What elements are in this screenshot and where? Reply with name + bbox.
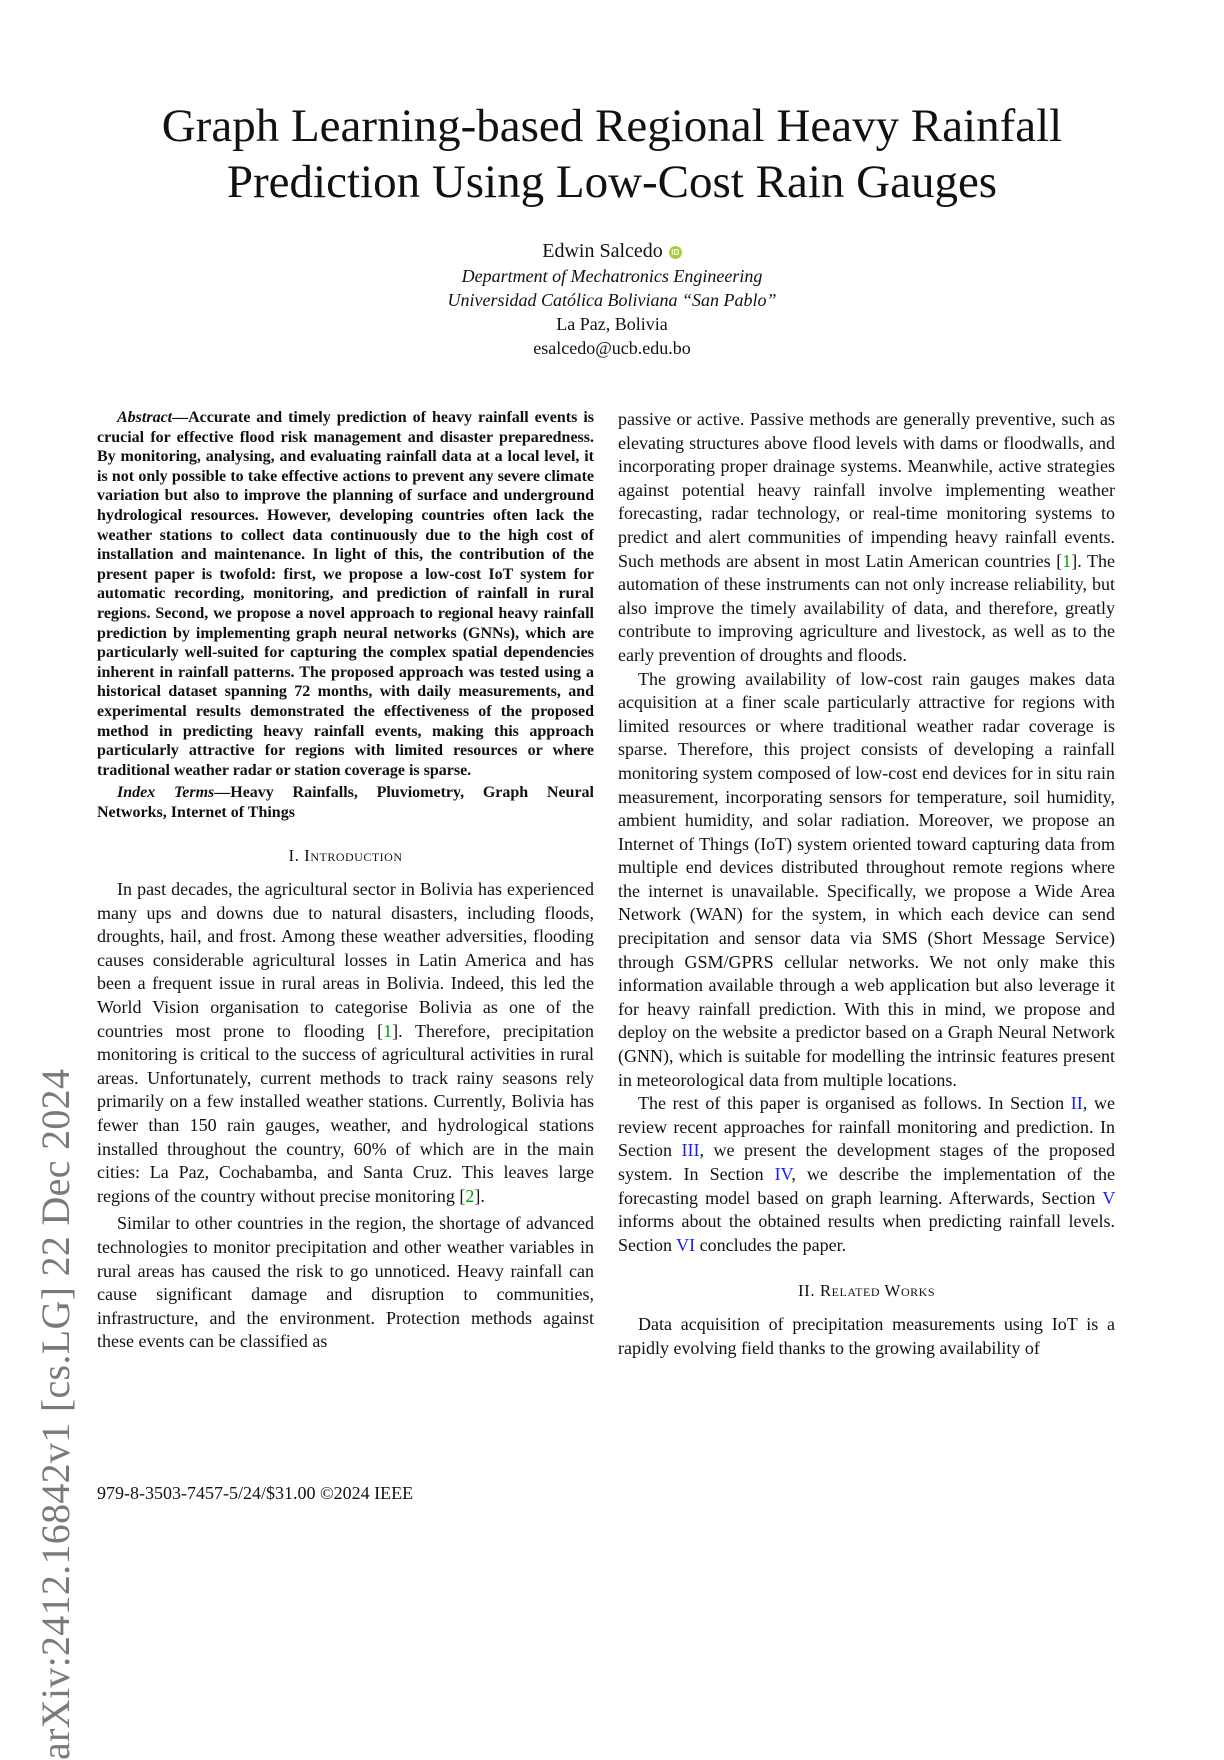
section-name: Introduction bbox=[304, 846, 403, 866]
arxiv-identifier: arXiv:2412.16842v1 [cs.LG] 22 Dec 2024 bbox=[33, 1068, 78, 1760]
index-terms bbox=[97, 783, 594, 822]
right-column bbox=[618, 408, 1115, 1360]
author-line bbox=[300, 238, 924, 264]
abstract-lead: Abstract bbox=[117, 409, 173, 426]
intro-paragraph-2: Similar to other countries in the region, the shortage of advanced technologies to monitor precipitation and other weather variables in rural areas has caused the risk to go unnoticed. Heavy rainfall can cause significant damage and disruption to communities, infrastructure, and the environment. Protection methods against these events can be classified as bbox=[97, 1213, 594, 1352]
index-terms-lead: Index Terms bbox=[117, 784, 215, 802]
section-number: II. bbox=[798, 1281, 820, 1301]
section-link[interactable]: V bbox=[1102, 1187, 1115, 1208]
paragraph-text: ]. The automation of these instruments can not only increase reliability, but also improve the timely availability of data, and therefore, greatly contribute to improving agriculture and livestock, as well as to the early prevention of droughts and floods. bbox=[618, 550, 1115, 665]
title-line-1: Graph Learning-based Regional Heavy Rainfall bbox=[161, 100, 1063, 152]
section-link[interactable]: III bbox=[681, 1140, 700, 1161]
author-name: Edwin Salcedo bbox=[542, 240, 663, 262]
author-university: Universidad Católica Boliviana “San Pablo” bbox=[447, 290, 777, 310]
paragraph-text: passive or active. Passive methods are generally preventive, such as elevating structures above flood levels with dams or floodwalls, and incorporating proper drainage systems. Meanwhile, active strategies against potential heavy rainfall involve implementing weather forecasting, radar technology, or real-time monitoring systems to predict and alert communities of impending heavy rainfall events. Such methods are absent in most Latin American countries [ bbox=[618, 409, 1115, 571]
section-number: I. bbox=[288, 846, 305, 866]
citation-link[interactable]: 1 bbox=[1062, 550, 1072, 571]
section-link[interactable]: II bbox=[1070, 1093, 1083, 1114]
paragraph-text: The rest of this paper is organised as follows. In Section bbox=[638, 1093, 1071, 1114]
arxiv-sidebar bbox=[30, 412, 82, 1760]
related-paragraph-1: Data acquisition of precipitation measurements using IoT is a rapidly evolving field thanks to the growing availability of bbox=[618, 1313, 1115, 1358]
intro-paragraph-1 bbox=[97, 878, 594, 1208]
intro-paragraph-2-continued bbox=[618, 408, 1115, 668]
paragraph-text: informs about the obtained results when predicting rainfall levels. Section bbox=[618, 1211, 1115, 1255]
abstract bbox=[97, 408, 594, 780]
paragraph-text: concludes the paper. bbox=[695, 1234, 847, 1255]
section-name: Related Works bbox=[819, 1281, 935, 1301]
intro-paragraph-3: The growing availability of low-cost rain gauges makes data acquisition at a finer scale particularly attractive for regions with limited resources or where traditional weather radar coverage is sparse. Therefore, this project consists of developing a rainfall monitoring system composed of low-cost end devices for in situ rain measurement, incorporating sensors for temperature, soil humidity, ambient humidity, and solar radiation. Moreover, we propose an Internet of Things (IoT) system oriented toward capturing data from multiple end devices distributed throughout remote regions where the internet is unavailable. Specifically, we propose a Wide Area Network (WAN) for the system, in which each device can send precipitation and sensor data via SMS (Short Message Service) through GSM/GPRS cellular networks. We not only make this information available through a web application but also leverage it for heavy rainfall prediction. With this in mind, we propose and deploy on the website a predictor based on a Graph Neural Network (GNN), which is suitable for modelling the intrinsic features present in meteorological data from multiple locations. bbox=[618, 668, 1115, 1090]
paragraph-text: , we review recent approaches for rainfall monitoring and prediction. In Section bbox=[618, 1093, 1115, 1161]
section-heading-introduction bbox=[97, 844, 594, 868]
paragraph-text: ]. Therefore, precipitation monitoring is critical to the success of agricultural activities in rural areas. Unfortunately, current methods to track rainy seasons rely primarily on a few installed weather stations. Currently, Bolivia has fewer than 150 rain gauges, weather, and hydrological stations installed throughout the country, 60% of which are in the main cities: La Paz, Cochabamba, and Santa Cruz. This leaves large regions of the country without precise monitoring [ bbox=[97, 1020, 594, 1206]
intro-paragraph-4 bbox=[618, 1092, 1115, 1257]
paragraph-text: ]. bbox=[474, 1185, 485, 1206]
citation-link[interactable]: 2 bbox=[465, 1185, 475, 1206]
paper-title bbox=[100, 98, 1124, 210]
title-line-2: Prediction Using Low-Cost Rain Gauges bbox=[226, 156, 998, 208]
index-terms-text: Heavy Rainfalls, Pluviometry, Graph Neural Networks, Internet of Things bbox=[97, 784, 594, 821]
author-location: La Paz, Bolivia bbox=[556, 314, 668, 334]
section-link[interactable]: IV bbox=[774, 1164, 792, 1184]
paragraph-text: , we present the development stages of the proposed system. In Section bbox=[618, 1140, 1116, 1184]
author-email[interactable]: esalcedo@ucb.edu.bo bbox=[533, 338, 691, 358]
copyright-footer: 979-8-3503-7457-5/24/$31.00 ©2024 IEEE bbox=[97, 1483, 414, 1503]
abstract-dash: — bbox=[172, 409, 189, 426]
section-link[interactable]: VI bbox=[676, 1234, 696, 1255]
abstract-text: Accurate and timely prediction of heavy rainfall events is crucial for effective flood risk management and disaster preparedness. By monitoring, analysing, and evaluating rainfall data at a local level, it is not only possible to take effective actions to prevent any severe climate variation but also to improve the planning of surface and underground hydrological resources. However, developing countries often lack the weather stations to collect data continuously due to the high cost of installation and maintenance. In light of this, the contribution of the present paper is twofold: first, we propose a low-cost IoT system for automatic recording, monitoring, and prediction of rainfall in rural regions. Second, we propose a novel approach to regional heavy rainfall prediction by implementing graph neural networks (GNNs), which are particularly well-suited for capturing the complex spatial dependencies inherent in rainfall patterns. The proposed approach was tested using a historical dataset spanning 72 months, with daily measurements, and experimental results demonstrated the effectiveness of the proposed method in predicting heavy rainfall events, making this approach particularly attractive for regions with limited resources or where traditional weather radar or station coverage is sparse. bbox=[97, 409, 594, 779]
left-column bbox=[97, 408, 594, 1354]
orcid-icon[interactable]: iD bbox=[669, 246, 682, 259]
paragraph-text: , we describe the implementation of the forecasting model based on graph learning. Afterwards, Section bbox=[618, 1164, 1115, 1208]
paragraph-text: In past decades, the agricultural sector in Bolivia has experienced many ups and downs due to natural disasters, including floods, droughts, hail, and frost. Among these weather adversities, flooding causes considerable agricultural losses in Latin America and has been a frequent issue in rural areas in Bolivia. Indeed, this led the World Vision organisation to categorise Bolivia as one of the countries most prone to flooding [ bbox=[97, 879, 594, 1041]
section-heading-related-works bbox=[618, 1279, 1115, 1303]
author-department: Department of Mechatronics Engineering bbox=[461, 266, 763, 286]
index-terms-dash: — bbox=[214, 784, 231, 802]
citation-link[interactable]: 1 bbox=[383, 1020, 393, 1041]
author-block bbox=[300, 238, 924, 360]
